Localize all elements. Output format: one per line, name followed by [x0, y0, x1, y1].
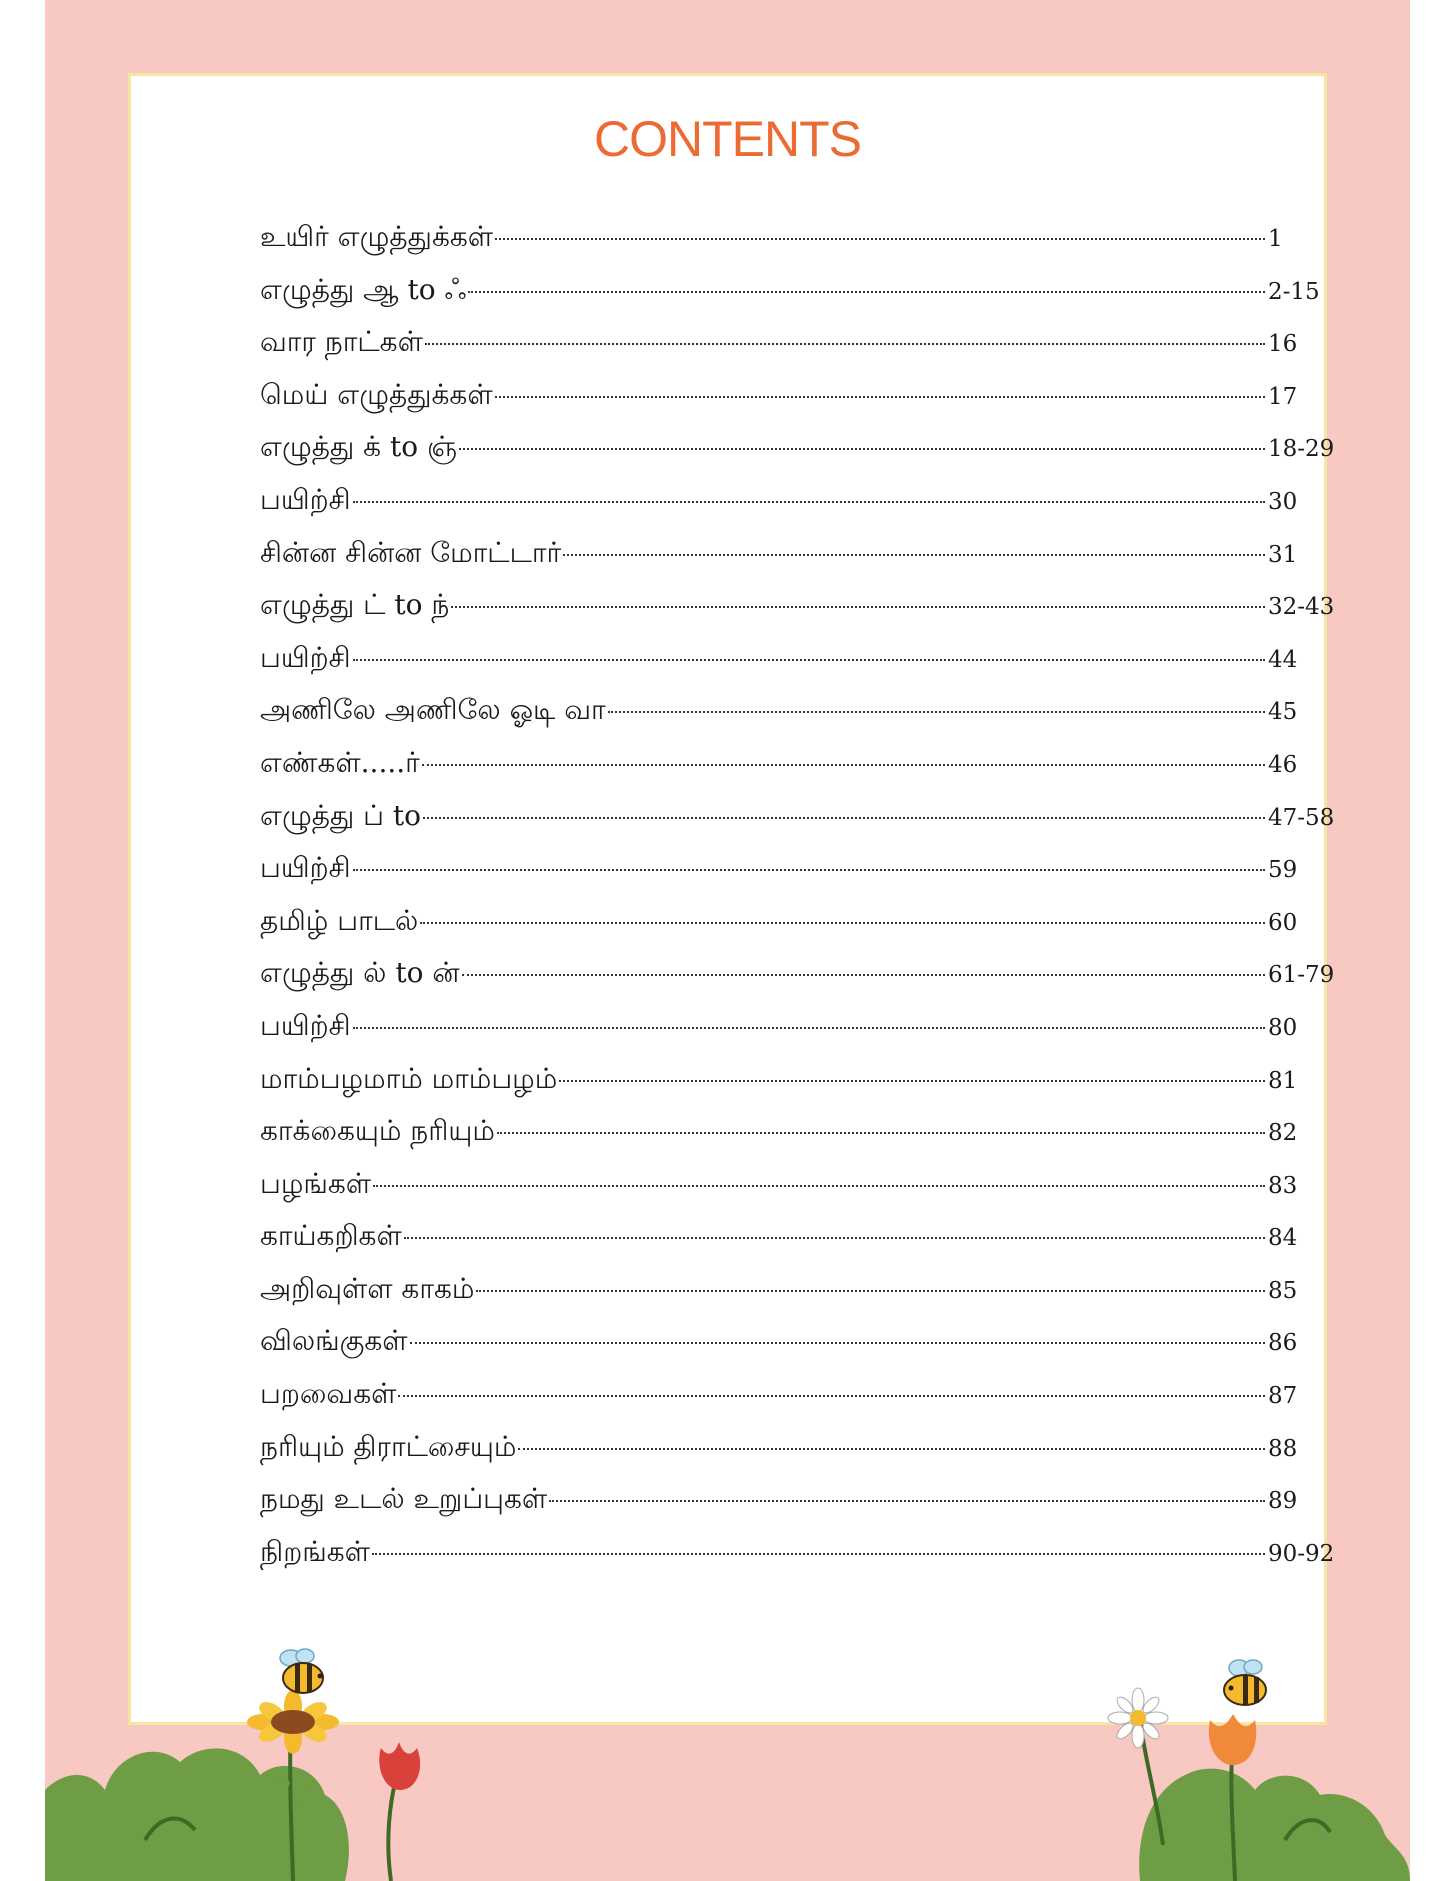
- toc-entry-page: 30: [1268, 488, 1298, 515]
- toc-entry-title: பறவைகள்: [260, 1377, 397, 1411]
- dot-leader: [462, 974, 1266, 976]
- toc-entry-title: எண்கள்.....ர்: [260, 745, 420, 779]
- dot-leader: [422, 764, 1265, 766]
- toc-entry: [260, 1377, 1346, 1430]
- toc-entry: [260, 1535, 1346, 1588]
- dot-leader: [476, 1290, 1265, 1292]
- toc-entry-title: காக்கையும் நரியும்: [260, 1114, 495, 1148]
- toc-entry: [260, 483, 1346, 536]
- dot-leader: [420, 922, 1265, 924]
- dot-leader: [559, 1080, 1265, 1082]
- dot-leader: [353, 869, 1265, 871]
- toc-entry: [260, 1430, 1346, 1483]
- dot-leader: [459, 448, 1265, 450]
- toc-entry-title: மெய் எழுத்துக்கள்: [260, 377, 493, 411]
- toc-entry: [260, 904, 1346, 957]
- toc-entry-page: 84: [1268, 1225, 1298, 1252]
- dot-leader: [353, 1027, 1265, 1029]
- toc-entry: [260, 693, 1346, 746]
- toc-entry-title: நிறங்கள்: [260, 1534, 370, 1568]
- dot-leader: [549, 1500, 1265, 1502]
- toc-entry: [260, 1272, 1346, 1325]
- toc-entry: [260, 430, 1346, 483]
- toc-entry-title: எழுத்து ட் to ந்: [260, 588, 450, 622]
- dot-leader: [373, 1185, 1265, 1187]
- toc-entry-title: அணிலே அணிலே ஓடி வா: [260, 693, 606, 727]
- toc-entry: [260, 1167, 1346, 1220]
- tulip-icon: [1209, 1714, 1256, 1881]
- toc-entry: [260, 641, 1346, 694]
- toc-entry: [260, 956, 1346, 1009]
- dot-leader: [404, 1237, 1265, 1239]
- toc-entry-page: 89: [1268, 1488, 1298, 1515]
- toc-entry-title: உயிர் எழுத்துக்கள்: [260, 220, 494, 253]
- toc-entry-title: வார நாட்கள்: [260, 325, 423, 359]
- toc-entry-page: 60: [1268, 909, 1298, 936]
- dot-leader: [495, 396, 1265, 398]
- dot-leader: [425, 343, 1265, 345]
- toc-entry-page: 16: [1268, 331, 1298, 358]
- tulip-icon: [379, 1742, 420, 1881]
- toc-entry-title: காய்கறிகள்: [260, 1219, 402, 1253]
- toc-entry-page: 88: [1268, 1435, 1298, 1462]
- toc-entry-page: 61-79: [1268, 962, 1335, 989]
- toc-entry-title: சின்ன சின்ன மோட்டார்: [260, 535, 562, 569]
- dot-leader: [353, 501, 1265, 503]
- toc-entry-page: 45: [1268, 699, 1298, 726]
- toc-entry-title: பயிற்சி: [260, 851, 351, 885]
- toc-entry: [260, 273, 1346, 326]
- toc-entry-page: 87: [1268, 1383, 1298, 1410]
- toc-entry-title: அறிவுள்ள காகம்: [260, 1271, 475, 1305]
- page-background: [45, 0, 1410, 1881]
- toc-entry: [260, 536, 1346, 589]
- dot-leader: [410, 1342, 1265, 1344]
- toc-entry-title: தமிழ் பாடல்: [260, 903, 419, 937]
- toc-entry-title: பழங்கள்: [260, 1166, 372, 1200]
- toc-entry-page: 1: [1268, 226, 1283, 252]
- toc-entry: [260, 325, 1346, 378]
- toc-entry-page: 82: [1268, 1120, 1298, 1147]
- toc-entry-page: 2-15: [1268, 278, 1320, 305]
- toc-entry-title: எழுத்து க் to ஞ்: [260, 430, 458, 464]
- toc-entry-page: 18-29: [1268, 436, 1335, 463]
- dot-leader: [497, 1132, 1265, 1134]
- toc-entry-title: மாம்பழமாம் மாம்பழம்: [260, 1061, 558, 1095]
- toc-entry: [260, 1324, 1346, 1377]
- toc-entry-title: எழுத்து ஆ to ஃ: [260, 272, 467, 306]
- toc-entry-page: 47-58: [1268, 804, 1335, 831]
- toc-entry-title: எழுத்து ப் to: [260, 798, 422, 832]
- dot-leader: [563, 554, 1265, 556]
- dot-leader: [353, 659, 1265, 661]
- toc-entry-page: 85: [1268, 1277, 1298, 1304]
- toc-entry: [260, 1482, 1346, 1535]
- dot-leader: [468, 291, 1265, 293]
- toc-entry: [260, 378, 1346, 431]
- page-title: CONTENTS: [594, 111, 861, 167]
- dot-leader: [423, 817, 1265, 819]
- toc-entry: [260, 1009, 1346, 1062]
- toc-entry-title: விலங்குகள்: [260, 1324, 408, 1358]
- toc-entry-page: 46: [1268, 751, 1298, 778]
- toc-entry: [260, 220, 1346, 273]
- dot-leader: [451, 606, 1265, 608]
- toc-entry: [260, 588, 1346, 641]
- dot-leader: [372, 1553, 1265, 1555]
- bush-icon: [45, 1748, 349, 1881]
- toc-entry: [260, 799, 1346, 852]
- toc-entry-title: பயிற்சி: [260, 640, 351, 674]
- toc-entry: [260, 1062, 1346, 1115]
- toc-entry-page: 17: [1268, 383, 1298, 410]
- toc-entry: [260, 1114, 1346, 1167]
- toc-entry-title: நமது உடல் உறுப்புகள்: [260, 1482, 548, 1516]
- dot-leader: [518, 1448, 1265, 1450]
- dot-leader: [495, 238, 1265, 240]
- dot-leader: [398, 1395, 1265, 1397]
- dot-leader: [608, 711, 1265, 713]
- toc-entry-page: 90-92: [1268, 1540, 1335, 1567]
- toc-entry-page: 31: [1268, 541, 1298, 568]
- toc-entry: [260, 1219, 1346, 1272]
- contents-card: [128, 73, 1335, 1725]
- toc-entry-page: 44: [1268, 646, 1298, 673]
- toc-entry: [260, 746, 1346, 799]
- toc-entry-title: நரியும் திராட்சையும்: [260, 1429, 517, 1463]
- toc-entry-title: பயிற்சி: [260, 482, 351, 516]
- table-of-contents: [260, 220, 1346, 1587]
- toc-entry: [260, 851, 1346, 904]
- toc-entry-page: 80: [1268, 1014, 1298, 1041]
- toc-entry-page: 59: [1268, 857, 1298, 884]
- toc-entry-page: 86: [1268, 1330, 1298, 1357]
- toc-entry-title: பயிற்சி: [260, 1008, 351, 1042]
- toc-entry-title: எழுத்து ல் to ன்: [260, 956, 460, 990]
- bush-icon: [1139, 1769, 1410, 1881]
- toc-entry-page: 32-43: [1268, 594, 1335, 621]
- toc-entry-page: 83: [1268, 1172, 1298, 1199]
- toc-entry-page: 81: [1268, 1067, 1298, 1094]
